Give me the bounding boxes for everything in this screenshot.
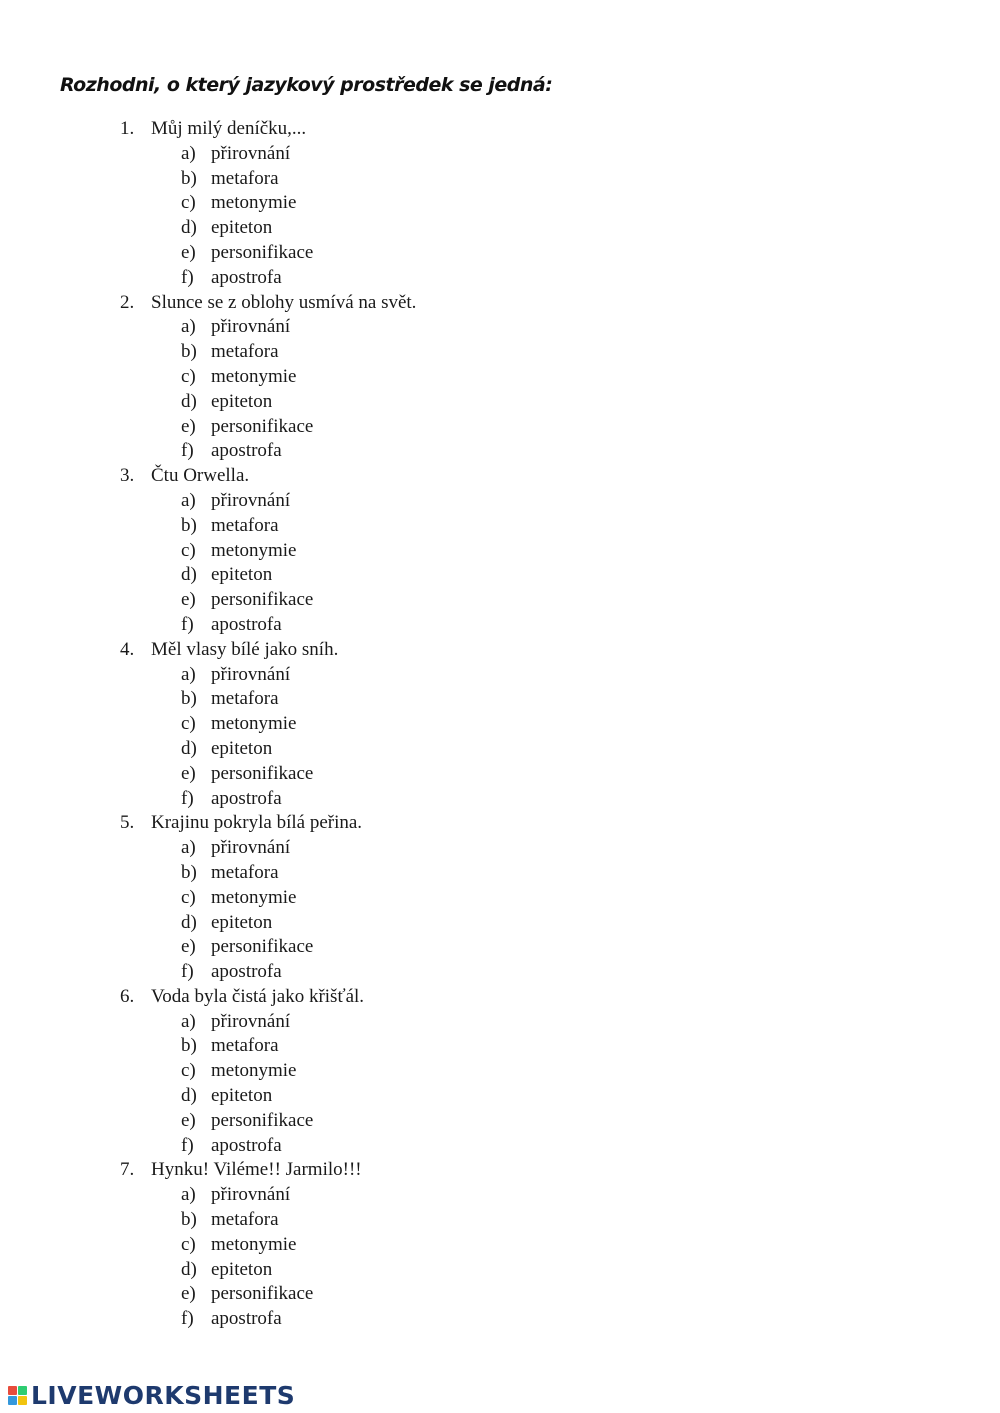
option-text: metafora	[211, 167, 279, 189]
option-letter: d)	[181, 390, 197, 412]
question-number: 2.	[120, 291, 135, 313]
option-text: apostrofa	[211, 613, 282, 635]
answer-option[interactable]	[0, 167, 1000, 192]
option-text: metonymie	[211, 539, 297, 561]
option-letter: b)	[181, 861, 197, 883]
option-text: apostrofa	[211, 440, 282, 462]
answer-option[interactable]	[0, 340, 1000, 365]
option-text: metafora	[211, 688, 279, 710]
answer-option[interactable]	[0, 1258, 1000, 1283]
option-letter: e)	[181, 762, 196, 784]
question-5	[0, 811, 1000, 985]
answer-option[interactable]	[0, 1084, 1000, 1109]
option-text: apostrofa	[211, 1308, 282, 1330]
option-text: metonymie	[211, 192, 297, 214]
answer-option[interactable]	[0, 712, 1000, 737]
option-text: epiteton	[211, 390, 273, 412]
option-text: apostrofa	[211, 266, 282, 288]
option-text: personifikace	[211, 1109, 314, 1131]
option-text: personifikace	[211, 589, 314, 611]
question-line	[0, 117, 1000, 142]
option-text: přirovnání	[211, 1010, 291, 1032]
answer-option[interactable]	[0, 365, 1000, 390]
option-text: epiteton	[211, 1085, 273, 1107]
option-text: personifikace	[211, 762, 314, 784]
question-line	[0, 1158, 1000, 1183]
option-text: epiteton	[211, 1258, 273, 1280]
option-letter: d)	[181, 217, 197, 239]
answer-option[interactable]	[0, 1233, 1000, 1258]
answer-option[interactable]	[0, 489, 1000, 514]
option-letter: a)	[181, 663, 196, 685]
answer-option[interactable]	[0, 415, 1000, 440]
answer-option[interactable]	[0, 737, 1000, 762]
option-text: personifikace	[211, 936, 314, 958]
question-3	[0, 464, 1000, 638]
question-line	[0, 291, 1000, 316]
option-letter: f)	[181, 440, 194, 462]
question-text: Můj milý deníčku,...	[151, 118, 307, 139]
answer-option[interactable]	[0, 1010, 1000, 1035]
question-number: 1.	[120, 118, 135, 139]
option-text: metonymie	[211, 365, 297, 387]
option-text: metafora	[211, 514, 279, 536]
option-text: přirovnání	[211, 1184, 291, 1206]
answer-option[interactable]	[0, 439, 1000, 464]
question-text: Čtu Orwella.	[151, 465, 250, 487]
option-letter: c)	[181, 192, 196, 214]
option-letter: e)	[181, 936, 196, 958]
answer-option[interactable]	[0, 266, 1000, 291]
option-text: přirovnání	[211, 316, 291, 338]
option-text: metafora	[211, 1209, 279, 1231]
question-6	[0, 985, 1000, 1159]
option-letter: a)	[181, 837, 196, 859]
answer-option[interactable]	[0, 563, 1000, 588]
option-letter: f)	[181, 1308, 194, 1330]
question-line	[0, 638, 1000, 663]
answer-option[interactable]	[0, 935, 1000, 960]
option-text: personifikace	[211, 241, 314, 263]
option-letter: b)	[181, 167, 197, 189]
answer-option[interactable]	[0, 861, 1000, 886]
option-letter: e)	[181, 241, 196, 263]
question-text: Hynku! Viléme!! Jarmilo!!!	[151, 1159, 362, 1181]
question-text: Slunce se z oblohy usmívá na svět.	[151, 291, 417, 313]
option-letter: a)	[181, 316, 196, 338]
footer-logo	[8, 1381, 295, 1410]
option-letter: e)	[181, 1109, 196, 1131]
option-letter: c)	[181, 539, 196, 561]
option-text: epiteton	[211, 737, 273, 759]
question-text: Měl vlasy bílé jako sníh.	[151, 638, 339, 660]
answer-option[interactable]	[0, 836, 1000, 861]
question-number: 7.	[120, 1159, 135, 1181]
option-text: epiteton	[211, 564, 273, 586]
answer-option[interactable]	[0, 960, 1000, 985]
option-letter: b)	[181, 1035, 197, 1057]
option-text: metafora	[211, 861, 279, 883]
logo-text: LIVEWORKSHEETS	[31, 1381, 296, 1410]
question-text: Voda byla čistá jako křišťál.	[151, 985, 365, 1007]
option-text: metonymie	[211, 1060, 297, 1082]
option-text: metafora	[211, 341, 279, 363]
option-text: personifikace	[211, 1283, 314, 1305]
question-2	[0, 291, 1000, 465]
option-letter: b)	[181, 514, 197, 536]
answer-option[interactable]	[0, 1134, 1000, 1159]
answer-option[interactable]	[0, 911, 1000, 936]
option-letter: e)	[181, 415, 196, 437]
option-letter: c)	[181, 1233, 196, 1255]
option-text: personifikace	[211, 415, 314, 437]
answer-option[interactable]	[0, 539, 1000, 564]
answer-option[interactable]	[0, 1183, 1000, 1208]
option-letter: d)	[181, 1258, 197, 1280]
option-letter: f)	[181, 613, 194, 635]
question-1	[0, 117, 1000, 291]
answer-option[interactable]	[0, 1059, 1000, 1084]
option-text: metonymie	[211, 886, 297, 908]
option-letter: a)	[181, 142, 196, 164]
option-text: epiteton	[211, 217, 273, 239]
option-letter: f)	[181, 961, 194, 983]
answer-option[interactable]	[0, 787, 1000, 812]
option-letter: c)	[181, 1060, 196, 1082]
question-line	[0, 811, 1000, 836]
option-text: apostrofa	[211, 1134, 282, 1156]
question-number: 3.	[120, 465, 135, 487]
question-number: 4.	[120, 638, 135, 660]
option-letter: b)	[181, 688, 197, 710]
option-letter: a)	[181, 1184, 196, 1206]
answer-option[interactable]	[0, 1307, 1000, 1332]
option-text: apostrofa	[211, 787, 282, 809]
option-letter: d)	[181, 737, 197, 759]
answer-option[interactable]	[0, 663, 1000, 688]
answer-option[interactable]	[0, 1208, 1000, 1233]
option-text: metonymie	[211, 713, 297, 735]
option-text: přirovnání	[211, 142, 291, 164]
question-7	[0, 1158, 1000, 1332]
option-letter: b)	[181, 1209, 197, 1231]
option-text: přirovnání	[211, 489, 291, 511]
answer-option[interactable]	[0, 886, 1000, 911]
question-list	[0, 117, 1000, 1332]
question-number: 6.	[120, 985, 135, 1007]
answer-option[interactable]	[0, 613, 1000, 638]
question-line	[0, 464, 1000, 489]
option-letter: d)	[181, 564, 197, 586]
option-text: přirovnání	[211, 837, 291, 859]
answer-option[interactable]	[0, 1282, 1000, 1307]
option-text: apostrofa	[211, 961, 282, 983]
answer-option[interactable]	[0, 142, 1000, 167]
option-letter: d)	[181, 911, 197, 933]
answer-option[interactable]	[0, 588, 1000, 613]
option-letter: c)	[181, 713, 196, 735]
option-letter: e)	[181, 1283, 196, 1305]
option-letter: f)	[181, 787, 194, 809]
option-text: přirovnání	[211, 663, 291, 685]
question-text: Krajinu pokryla bílá peřina.	[151, 812, 363, 834]
option-letter: e)	[181, 589, 196, 611]
question-line	[0, 985, 1000, 1010]
option-letter: f)	[181, 266, 194, 288]
worksheet-title: Rozhodni, o který jazykový prostředek se jedná:	[60, 74, 553, 96]
option-letter: a)	[181, 489, 196, 511]
answer-option[interactable]	[0, 1034, 1000, 1059]
answer-option[interactable]	[0, 315, 1000, 340]
option-letter: a)	[181, 1010, 196, 1032]
liveworksheets-logo-icon	[8, 1386, 27, 1405]
option-letter: f)	[181, 1134, 194, 1156]
option-text: metonymie	[211, 1233, 297, 1255]
option-letter: c)	[181, 365, 196, 387]
question-4	[0, 638, 1000, 812]
answer-option[interactable]	[0, 241, 1000, 266]
answer-option[interactable]	[0, 687, 1000, 712]
answer-option[interactable]	[0, 390, 1000, 415]
option-letter: d)	[181, 1085, 197, 1107]
answer-option[interactable]	[0, 1109, 1000, 1134]
option-letter: b)	[181, 341, 197, 363]
option-letter: c)	[181, 886, 196, 908]
answer-option[interactable]	[0, 762, 1000, 787]
question-number: 5.	[120, 812, 135, 834]
answer-option[interactable]	[0, 216, 1000, 241]
answer-option[interactable]	[0, 514, 1000, 539]
option-text: epiteton	[211, 911, 273, 933]
answer-option[interactable]	[0, 191, 1000, 216]
option-text: metafora	[211, 1035, 279, 1057]
